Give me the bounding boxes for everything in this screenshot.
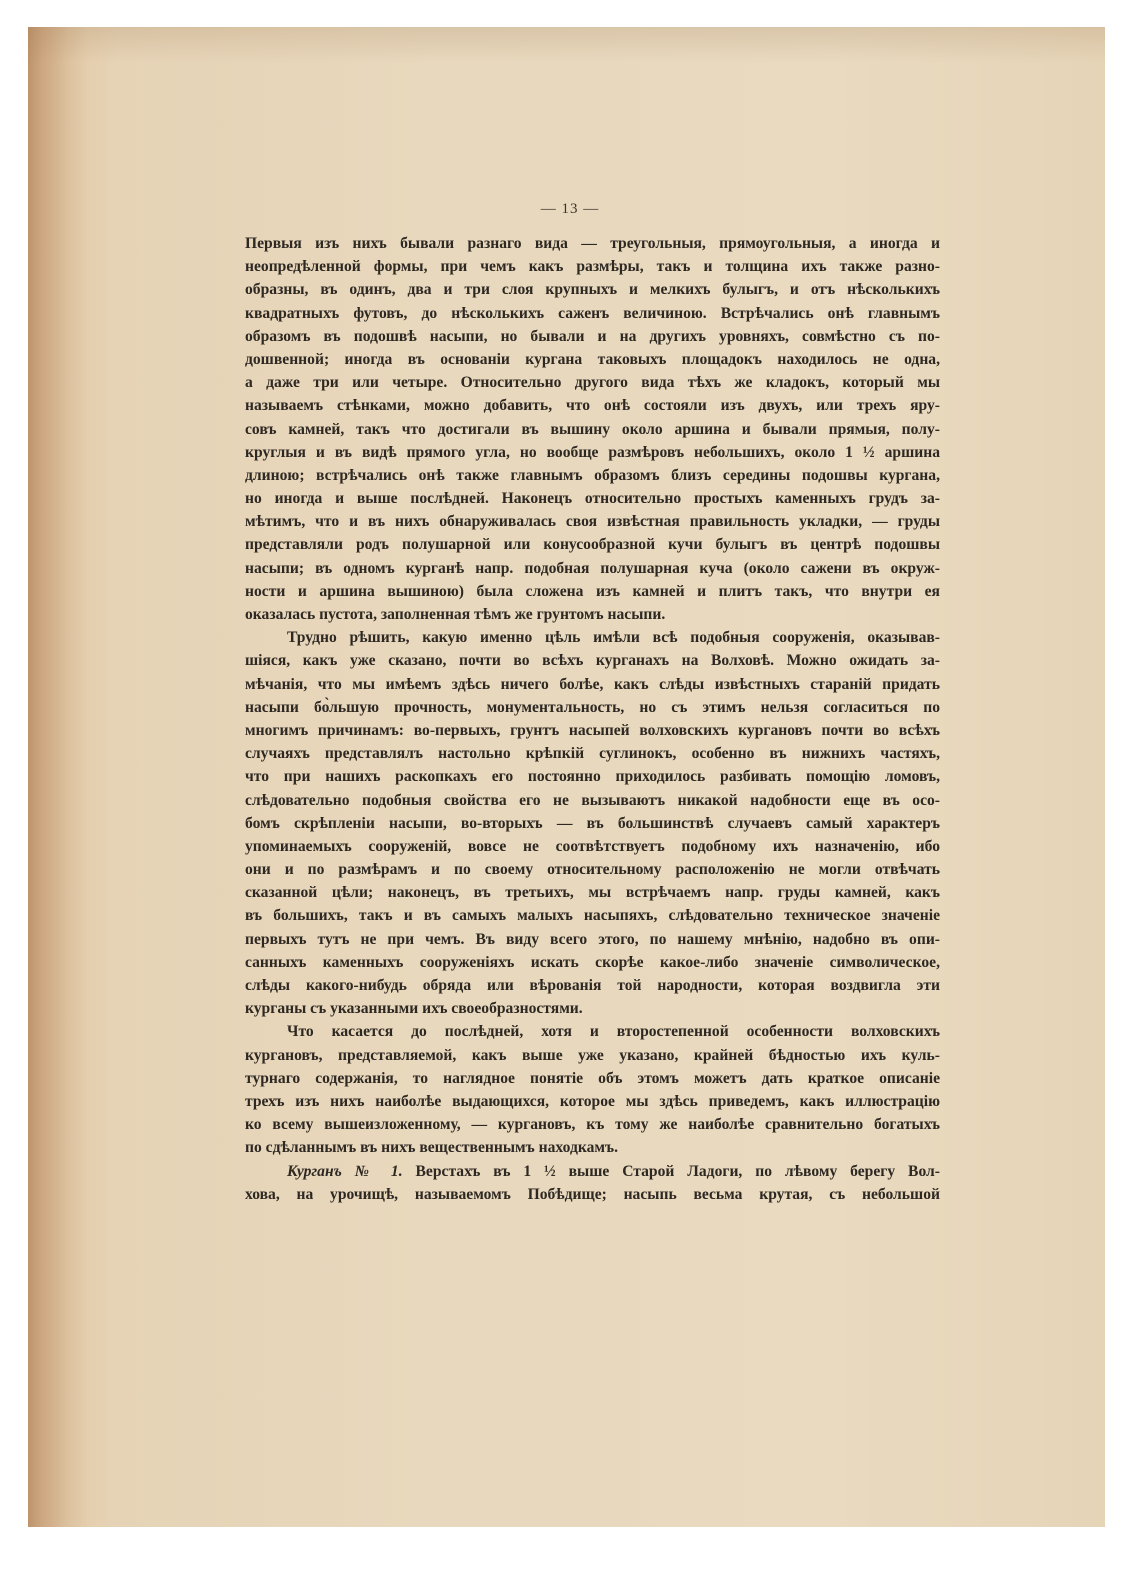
line-text: санныхъ каменныхъ сооруженіяхъ искать скорѣе какое-либо значеніе символическое, [245, 953, 940, 971]
text-line [245, 904, 940, 927]
text-line [245, 835, 940, 858]
text-line [245, 928, 940, 951]
text-line [245, 673, 940, 696]
text-line [245, 348, 940, 371]
text-line [245, 325, 940, 348]
text-line [245, 533, 940, 556]
line-text: Трудно рѣшить, какую именно цѣль имѣли всѣ подобныя сооруженія, оказывав- [287, 629, 940, 647]
line-text: круглыя и въ видѣ прямого угла, но вообще размѣровъ небольшихъ, около 1 ½ аршина [245, 443, 940, 461]
text-line [245, 510, 940, 533]
line-text: неопредѣленной формы, при чемъ какъ размѣры, такъ и толщина ихъ также разно- [245, 258, 940, 276]
text-line [245, 1160, 940, 1183]
text-line [245, 1090, 940, 1113]
text-line [245, 464, 940, 487]
text-line [245, 858, 940, 881]
italic-heading: Курганъ № 1. [287, 1162, 403, 1180]
text-line [245, 1020, 940, 1043]
text-line [245, 394, 940, 417]
text-line [245, 812, 940, 835]
line-text: оказалась пустота, заполненная тѣмъ же грунтомъ насыпи. [245, 606, 666, 623]
line-text: упоминаемыхъ сооруженій, вовсе не соотвѣтствуетъ подобному ихъ назначенію, ибо [245, 837, 940, 855]
line-text: трехъ изъ нихъ наиболѣе выдающихся, которое мы здѣсь приведемъ, какъ иллюстрацію [245, 1092, 940, 1110]
text-line [245, 232, 940, 255]
line-text: слѣды какого-нибудь обряда или вѣрованія той народности, которая воздвигла эти [245, 977, 940, 994]
line-text: дошвенной; иногда въ основаніи кургана таковыхъ площадокъ находилось не одна, [245, 350, 940, 368]
text-line [245, 997, 940, 1020]
text-line [245, 1067, 940, 1090]
text-line [245, 302, 940, 325]
text-line [245, 418, 940, 441]
text-line [245, 255, 940, 278]
line-text: образомъ въ подошвѣ насыпи, но бывали и на другихъ уровняхъ, совмѣстно съ по- [245, 327, 940, 345]
text-line [245, 1113, 940, 1136]
line-text: а даже три или четыре. Относительно другого вида тѣхъ же кладокъ, который мы [245, 374, 940, 392]
line-text: называемъ стѣнками, можно добавить, что онѣ состояли изъ двухъ, или трехъ яру- [245, 397, 940, 415]
line-text: Первыя изъ нихъ бывали разнаго вида — треугольныя, прямоугольныя, а иногда и [245, 235, 940, 252]
line-text: они и по размѣрамъ и по своему относительному расположенію не могли отвѣчать [245, 861, 940, 879]
line-text: совъ камней, такъ что достигали въ вышину около аршина и бывали прямыя, полу- [245, 420, 940, 438]
line-text: но иногда и выше послѣдней. Наконецъ относительно простыхъ каменныхъ грудъ за- [245, 490, 940, 508]
line-text: мѣтимъ, что и въ нихъ обнаруживалась своя извѣстная правильность укладки, — груды [245, 513, 940, 531]
line-text: первыхъ тутъ не при чемъ. Въ виду всего этого, по нашему мнѣнію, надобно въ опи- [245, 930, 940, 948]
line-text: въ большихъ, такъ и въ самыхъ малыхъ насыпяхъ, слѣдовательно техническое значеніе [245, 907, 940, 925]
text-line [245, 742, 940, 765]
text-line [245, 649, 940, 672]
text-line [245, 789, 940, 812]
text-line [245, 951, 940, 974]
line-text: бомъ скрѣпленіи насыпи, во-вторыхъ — въ большинствѣ случаевъ самый характеръ [245, 814, 940, 832]
line-text: представляли родъ полушарной или конусообразной кучи булыгъ въ центрѣ подошвы [245, 536, 940, 554]
text-line [245, 696, 940, 719]
line-text: турнаго содержанія, то наглядное понятіе объ этомъ можетъ дать краткое описаніе [245, 1069, 940, 1087]
line-text: хова, на урочищѣ, называемомъ Побѣдище; насыпь весьма крутая, съ небольшой [245, 1185, 940, 1203]
text-line [245, 719, 940, 742]
text-line [245, 557, 940, 580]
line-text: кургановъ, представляемой, какъ выше уже указано, крайней бѣдностью ихъ куль- [245, 1046, 940, 1064]
line-text: насыпи; въ одномъ курганѣ напр. подобная полушарная куча (около сажени въ окруж- [245, 559, 940, 577]
line-text: ко всему вышеизложенному, — кургановъ, къ тому же наиболѣе сравнительно богатыхъ [245, 1116, 940, 1134]
line-text: Что касается до послѣдней, хотя и второстепенной особенности волховскихъ [287, 1023, 940, 1041]
text-line [245, 580, 940, 603]
line-text: что при нашихъ раскопкахъ его постоянно приходилось разбивать помощію ломовъ, [245, 768, 940, 786]
line-text: слѣдовательно подобныя свойства его не вызываютъ никакой надобности еще въ осо- [245, 791, 940, 809]
line-text: длиною; встрѣчались онѣ также главнымъ образомъ близъ середины подошвы кургана, [245, 466, 940, 484]
text-line [245, 441, 940, 464]
text-line [245, 371, 940, 394]
line-text: по сдѣланнымъ въ нихъ вещественнымъ находкамъ. [245, 1139, 619, 1157]
text-line [245, 1183, 940, 1206]
line-text: мѣчанія, что мы имѣемъ здѣсь ничего болѣе, какъ слѣды извѣстныхъ стараній придать [245, 675, 940, 693]
line-text: курганы съ указанными ихъ своеобразностями. [245, 1000, 583, 1018]
line-text: Верстахъ въ 1 ½ выше Старой Ладоги, по лѣвому берегу Вол- [402, 1162, 940, 1180]
text-line [245, 603, 940, 626]
text-line [245, 487, 940, 510]
text-line [245, 1044, 940, 1067]
body-text [245, 232, 940, 1206]
text-line [245, 765, 940, 788]
line-text: шіяся, какъ уже сказано, почти во всѣхъ курганахъ на Волховѣ. Можно ожидать за- [245, 652, 940, 670]
line-text: случаяхъ представлялъ настольно крѣпкій суглинокъ, особенно въ нижнихъ частяхъ, [245, 745, 940, 763]
line-text: образны, въ одинъ, два и три слоя крупныхъ и мелкихъ булыгъ, и отъ нѣсколькихъ [245, 281, 940, 299]
line-text: многимъ причинамъ: во-первыхъ, грунтъ насыпей волховскихъ кургановъ почти во всѣхъ [245, 721, 940, 739]
line-text: ности и аршина вышиною) была сложена изъ камней и плитъ такъ, что внутри ея [245, 582, 940, 600]
text-line [245, 278, 940, 301]
line-text: насыпи бо̀льшую прочность, монументальность, но съ этимъ нельзя согласиться по [245, 698, 940, 716]
text-line [245, 626, 940, 649]
page-number: — 13 — [540, 201, 600, 217]
text-line [245, 974, 940, 997]
line-text: квадратныхъ футовъ, до нѣсколькихъ саженъ величиною. Встрѣчались онѣ главнымъ [245, 304, 940, 322]
line-text: сказанной цѣли; наконецъ, въ третьихъ, мы встрѣчаемъ напр. груды камней, какъ [245, 884, 940, 902]
text-line [245, 881, 940, 904]
text-line [245, 1136, 940, 1159]
